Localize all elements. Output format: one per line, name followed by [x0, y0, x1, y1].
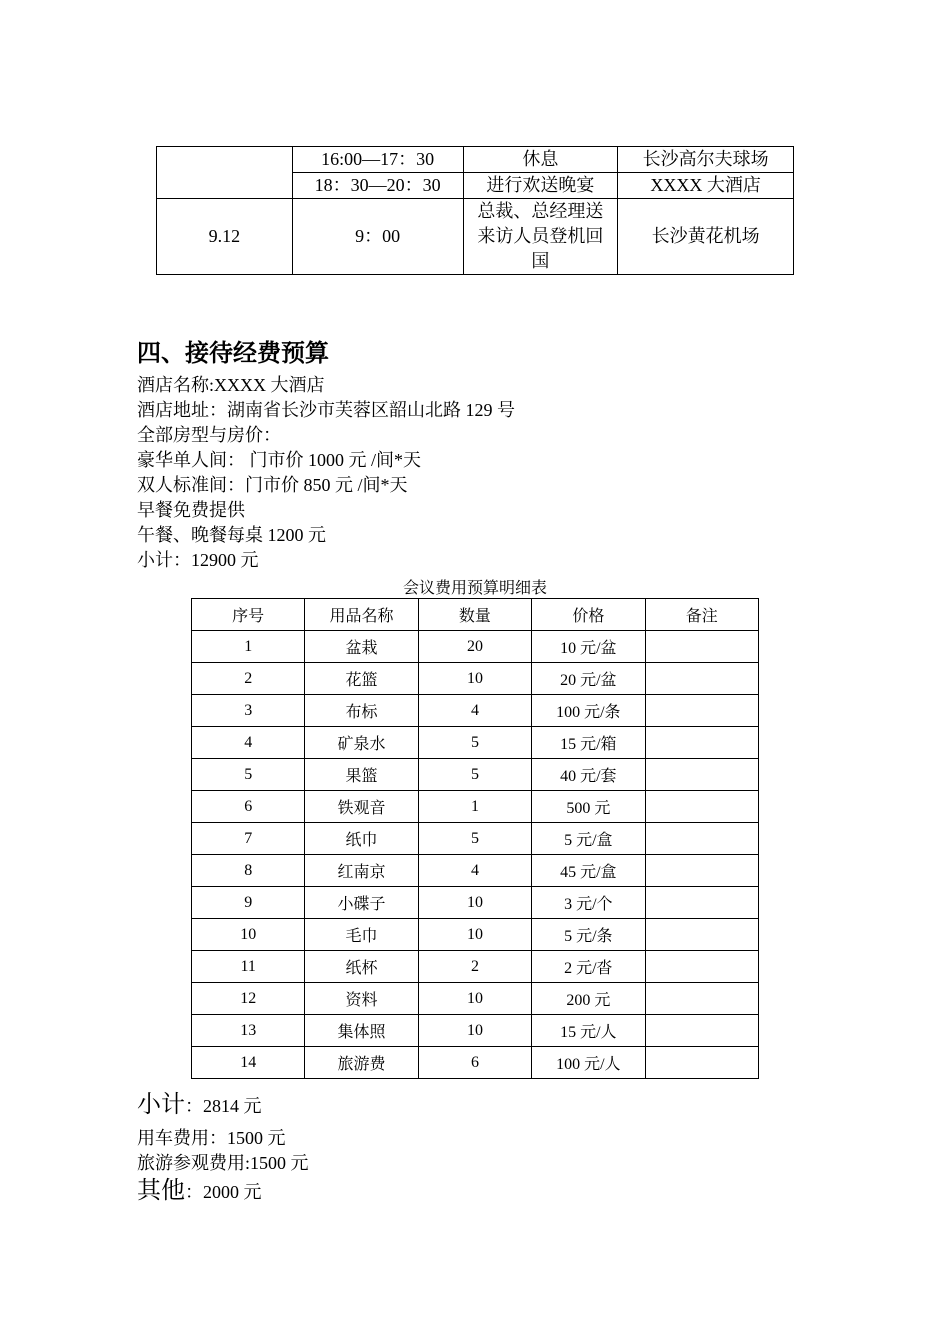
item-name-cell: 纸巾: [305, 823, 418, 855]
quantity-cell: 5: [418, 727, 531, 759]
price-cell: 40 元/套: [532, 759, 645, 791]
table-row: [192, 791, 759, 823]
location-cell: 长沙高尔夫球场: [618, 147, 794, 173]
remark-cell: [645, 759, 758, 791]
index-cell: 2: [192, 663, 305, 695]
table-row: [192, 1015, 759, 1047]
budget-table-body: [192, 631, 759, 1079]
table-header-row: [192, 599, 759, 631]
other-cost: [137, 1170, 262, 1205]
item-name-cell: 布标: [305, 695, 418, 727]
header-cell: 序号: [192, 599, 305, 631]
time-cell: 18：30—20：30: [292, 173, 463, 199]
item-name-cell: 盆栽: [305, 631, 418, 663]
remark-cell: [645, 1047, 758, 1079]
item-name-cell: 花篮: [305, 663, 418, 695]
other-label: 其他: [137, 1178, 185, 1204]
table-row: [192, 919, 759, 951]
hotel-info: [137, 373, 515, 573]
quantity-cell: 2: [418, 951, 531, 983]
remark-cell: [645, 855, 758, 887]
price-cell: 45 元/盒: [532, 855, 645, 887]
item-name-cell: 资料: [305, 983, 418, 1015]
tour-cost: 旅游参观费用:1500 元: [137, 1153, 309, 1173]
item-name-cell: 红南京: [305, 855, 418, 887]
activity-line: 总裁、总经理送: [477, 201, 604, 221]
table-row: [192, 1047, 759, 1079]
time-cell: 9：00: [292, 199, 463, 275]
remark-cell: [645, 695, 758, 727]
index-cell: 6: [192, 791, 305, 823]
price-cell: 100 元/条: [532, 695, 645, 727]
index-cell: 3: [192, 695, 305, 727]
remark-cell: [645, 663, 758, 695]
item-name-cell: 果篮: [305, 759, 418, 791]
location-cell: XXXX 大酒店: [618, 173, 794, 199]
remark-cell: [645, 791, 758, 823]
table-row: [157, 147, 794, 173]
remark-cell: [645, 951, 758, 983]
remark-cell: [645, 919, 758, 951]
activity-cell: [463, 199, 618, 275]
price-cell: 15 元/人: [532, 1015, 645, 1047]
hotel-subtotal: 小计：12900 元: [137, 550, 259, 570]
hotel-name: 酒店名称:XXXX 大酒店: [137, 375, 325, 395]
index-cell: 8: [192, 855, 305, 887]
table-row: [192, 887, 759, 919]
table-row: [192, 727, 759, 759]
budget-table: [191, 598, 759, 1079]
item-name-cell: 矿泉水: [305, 727, 418, 759]
price-cell: 200 元: [532, 983, 645, 1015]
activity-line: 来访人员登机回: [477, 226, 604, 246]
index-cell: 12: [192, 983, 305, 1015]
quantity-cell: 5: [418, 759, 531, 791]
quantity-cell: 4: [418, 855, 531, 887]
price-cell: 3 元/个: [532, 887, 645, 919]
item-name-cell: 旅游费: [305, 1047, 418, 1079]
price-cell: 5 元/盒: [532, 823, 645, 855]
activity-cell: 休息: [463, 147, 618, 173]
table-row: [157, 199, 794, 275]
header-cell: 备注: [645, 599, 758, 631]
car-cost: 用车费用：1500 元: [137, 1128, 286, 1148]
quantity-cell: 10: [418, 887, 531, 919]
date-cell: [157, 147, 293, 199]
price-cell: 2 元/沓: [532, 951, 645, 983]
item-name-cell: 铁观音: [305, 791, 418, 823]
index-cell: 11: [192, 951, 305, 983]
quantity-cell: 10: [418, 663, 531, 695]
subtotal-label: 小计: [137, 1092, 185, 1118]
table-row: [192, 983, 759, 1015]
price-cell: 100 元/人: [532, 1047, 645, 1079]
remark-cell: [645, 823, 758, 855]
remark-cell: [645, 1015, 758, 1047]
item-name-cell: 小碟子: [305, 887, 418, 919]
table-row: [192, 695, 759, 727]
quantity-cell: 10: [418, 919, 531, 951]
subtotal-value: ：2814 元: [185, 1096, 262, 1116]
header-cell: 用品名称: [305, 599, 418, 631]
other-value: ：2000 元: [185, 1182, 262, 1202]
index-cell: 10: [192, 919, 305, 951]
quantity-cell: 6: [418, 1047, 531, 1079]
breakfast-note: 早餐免费提供: [137, 500, 245, 520]
remark-cell: [645, 727, 758, 759]
meal-price: 午餐、晚餐每桌 1200 元: [137, 525, 326, 545]
price-cell: 5 元/条: [532, 919, 645, 951]
standard-double-price: 双人标准间：门市价 850 元 /间*天: [137, 475, 408, 495]
quantity-cell: 20: [418, 631, 531, 663]
quantity-cell: 1: [418, 791, 531, 823]
activity-line: 国: [531, 251, 550, 271]
header-cell: 数量: [418, 599, 531, 631]
table-caption: 会议费用预算明细表: [402, 580, 547, 597]
remark-cell: [645, 631, 758, 663]
item-name-cell: 纸杯: [305, 951, 418, 983]
index-cell: 9: [192, 887, 305, 919]
remark-cell: [645, 887, 758, 919]
table-row: [192, 951, 759, 983]
section-heading: 四、接待经费预算: [137, 339, 329, 367]
location-cell: 长沙黄花机场: [618, 199, 794, 275]
room-types-label: 全部房型与房价：: [137, 425, 281, 445]
budget-subtotal: [137, 1084, 262, 1119]
date-cell: 9.12: [157, 199, 293, 275]
table-row: [192, 663, 759, 695]
index-cell: 7: [192, 823, 305, 855]
schedule-table: [156, 146, 794, 275]
quantity-cell: 10: [418, 983, 531, 1015]
index-cell: 1: [192, 631, 305, 663]
quantity-cell: 4: [418, 695, 531, 727]
price-cell: 20 元/盆: [532, 663, 645, 695]
table-row: [192, 759, 759, 791]
index-cell: 5: [192, 759, 305, 791]
price-cell: 15 元/箱: [532, 727, 645, 759]
time-cell: 16:00—17：30: [292, 147, 463, 173]
deluxe-single-price: 豪华单人间： 门市价 1000 元 /间*天: [137, 450, 421, 470]
index-cell: 13: [192, 1015, 305, 1047]
quantity-cell: 10: [418, 1015, 531, 1047]
remark-cell: [645, 983, 758, 1015]
table-row: [192, 855, 759, 887]
item-name-cell: 集体照: [305, 1015, 418, 1047]
quantity-cell: 5: [418, 823, 531, 855]
price-cell: 10 元/盆: [532, 631, 645, 663]
header-cell: 价格: [532, 599, 645, 631]
item-name-cell: 毛巾: [305, 919, 418, 951]
table-row: [192, 823, 759, 855]
hotel-address: 酒店地址：湖南省长沙市芙蓉区韶山北路 129 号: [137, 400, 515, 420]
price-cell: 500 元: [532, 791, 645, 823]
index-cell: 14: [192, 1047, 305, 1079]
activity-cell: 进行欢送晚宴: [463, 173, 618, 199]
index-cell: 4: [192, 727, 305, 759]
table-row: [192, 631, 759, 663]
